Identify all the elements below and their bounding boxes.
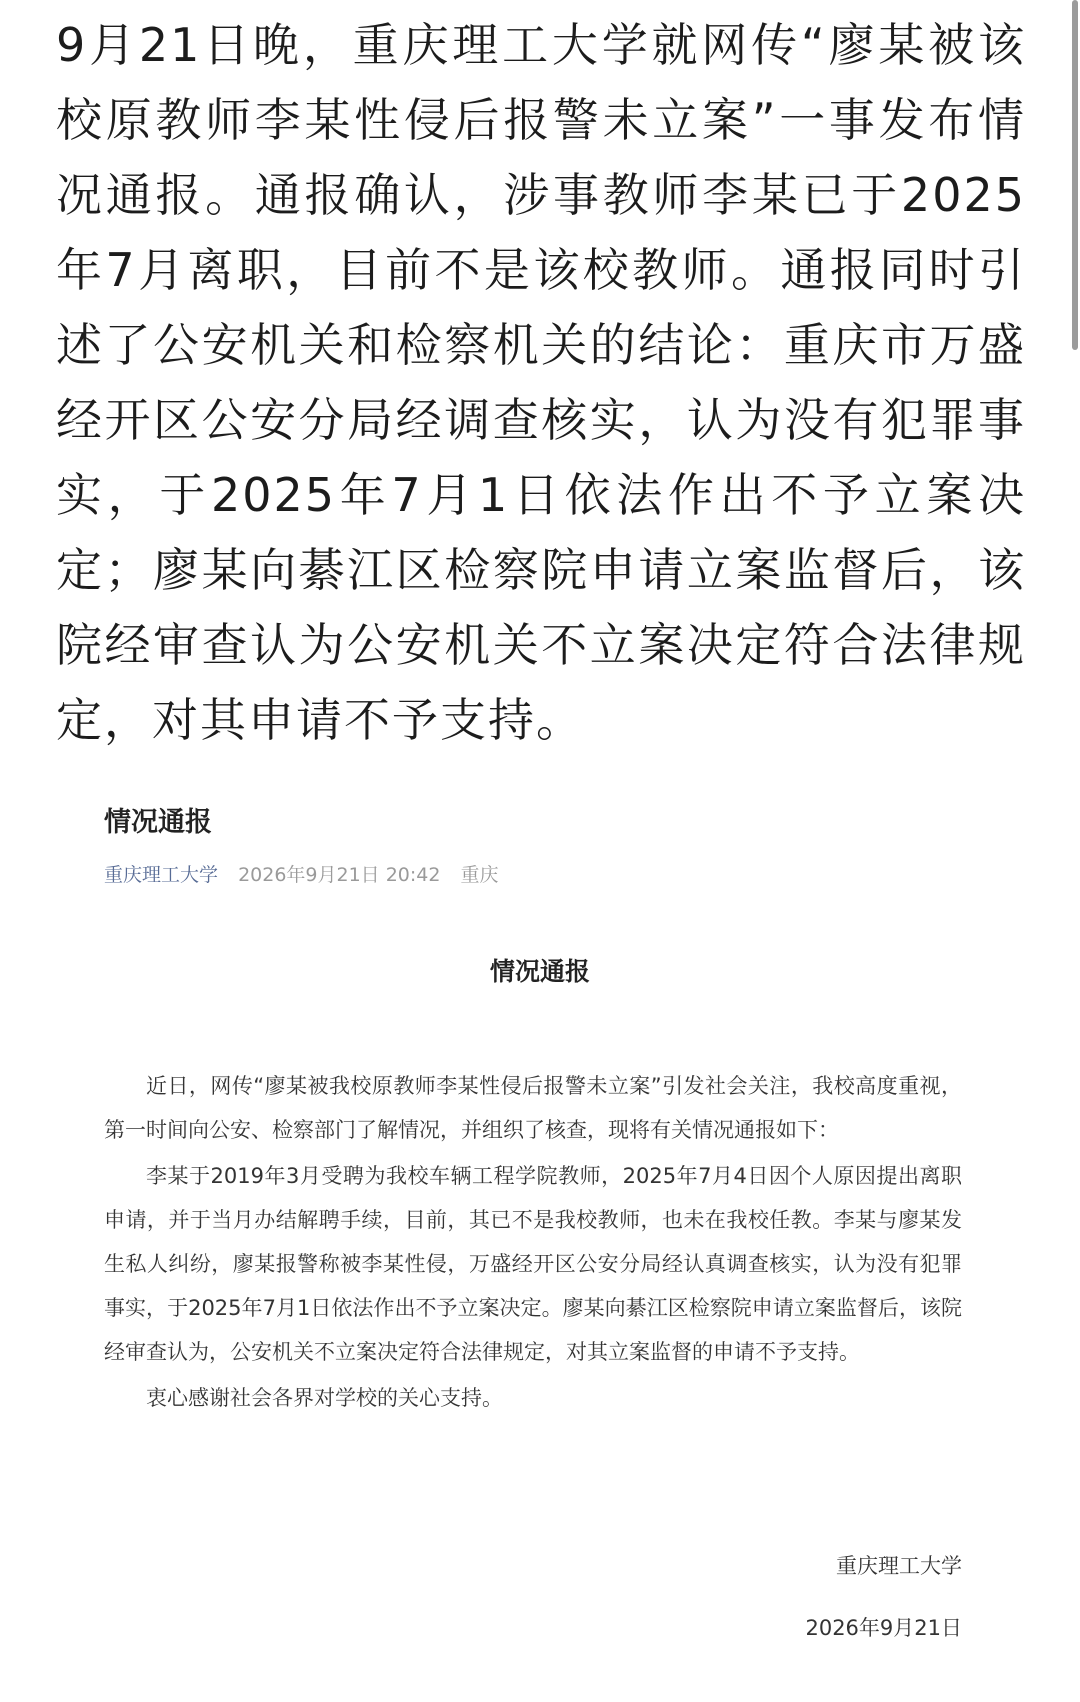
notice-paragraph: 衷心感谢社会各界对学校的关心支持。 bbox=[146, 1386, 503, 1410]
article-text: 9月21日晚，重庆理工大学就网传“廖某被该校原教师李某性侵后报警未立案”一事发布情况通报。通报确认，涉事教师李某已于2025年7月离职，目前不是该校教师。通报同时引述了公安机关和检察机关的结论：重庆市万盛经开区公安分局经调查核实，认为没有犯罪事实，于2025年7月1日依法作出不予立案决定；廖某向綦江区检察院申请立案监督后，该院经审查认为公安机关不立案决定符合法律规定，对其申请不予支持。 bbox=[56, 18, 1026, 747]
embedded-notice-screenshot bbox=[0, 780, 1080, 1702]
post-datetime: 2026年9月21日 20:42 bbox=[238, 864, 441, 886]
post-meta bbox=[104, 860, 499, 887]
notice-paragraph: 近日，网传“廖某被我校原教师李某性侵后报警未立案”引发社会关注，我校高度重视，第一时间向公安、检察部门了解情况，并组织了核查，现将有关情况通报如下： bbox=[104, 1074, 962, 1142]
notice-body bbox=[104, 1064, 962, 1422]
notice-title: 情况通报 bbox=[489, 957, 590, 986]
post-source-link[interactable]: 重庆理工大学 bbox=[104, 864, 219, 886]
post-title: 情况通报 bbox=[104, 807, 212, 838]
notice-paragraph: 李某于2019年3月受聘为我校车辆工程学院教师，2025年7月4日因个人原因提出离职申请，并于当月办结解聘手续，目前，其已不是我校教师，也未在我校任教。李某与廖某发生私人纠纷，廖某报警称被李某性侵，万盛经开区公安分局经认真调查核实，认为没有犯罪事实，于2025年7月1日依法作出不予立案决定。廖某向綦江区检察院申请立案监督后，该院经审查认为，公安机关不立案决定符合法律规定，对其立案监督的申请不予支持。 bbox=[104, 1164, 962, 1364]
scrollbar[interactable] bbox=[1072, 0, 1078, 350]
post-location: 重庆 bbox=[460, 864, 499, 886]
notice-date: 2026年9月21日 bbox=[805, 1616, 962, 1640]
notice-signature: 重庆理工大学 bbox=[836, 1554, 962, 1578]
